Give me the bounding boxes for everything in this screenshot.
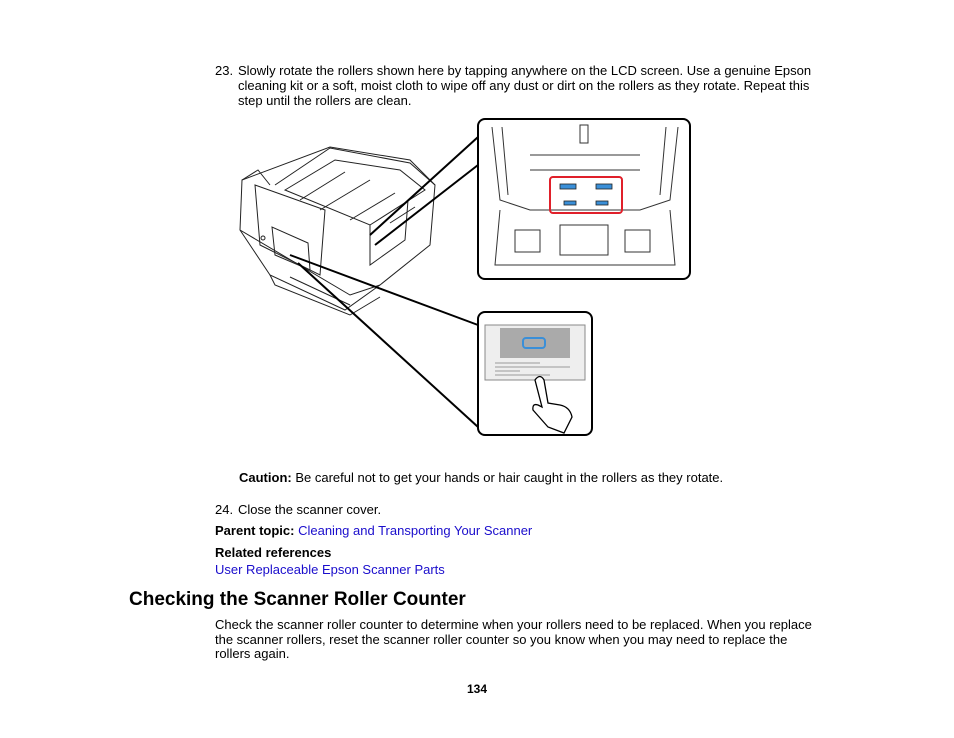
related-reference-link[interactable]: User Replaceable Epson Scanner Parts [215,562,445,577]
caution-note [239,470,723,485]
step-text: Close the scanner cover. [238,502,382,517]
section-body: Check the scanner roller counter to determine when your rollers need to be replaced. When you replace the scanner rollers, reset the scanner roller counter so you know when you may need to replace the rollers again. [215,617,812,661]
page-number: 134 [466,682,488,696]
step-number: 23. [215,63,234,78]
parent-topic [215,523,532,538]
related-references-label: Related references [215,545,332,560]
caution-label: Caution: [239,470,292,485]
parent-topic-link[interactable]: Cleaning and Transporting Your Scanner [298,523,533,538]
step-text: Slowly rotate the rollers shown here by tapping anywhere on the LCD screen. Use a genuine Epson cleaning kit or a soft, moist cloth to wipe off any dust or dirt on the rollers as they rotate. Repeat this step until the rollers are clean. [238,63,812,108]
scanner-illustration-svg [230,115,700,445]
section-heading: Checking the Scanner Roller Counter [129,589,466,610]
scanner-roller-illustration [230,115,700,445]
parent-topic-label: Parent topic: [215,523,295,538]
step-number: 24. [215,502,234,517]
caution-text: Be careful not to get your hands or hair caught in the rollers as they rotate. [291,470,724,485]
